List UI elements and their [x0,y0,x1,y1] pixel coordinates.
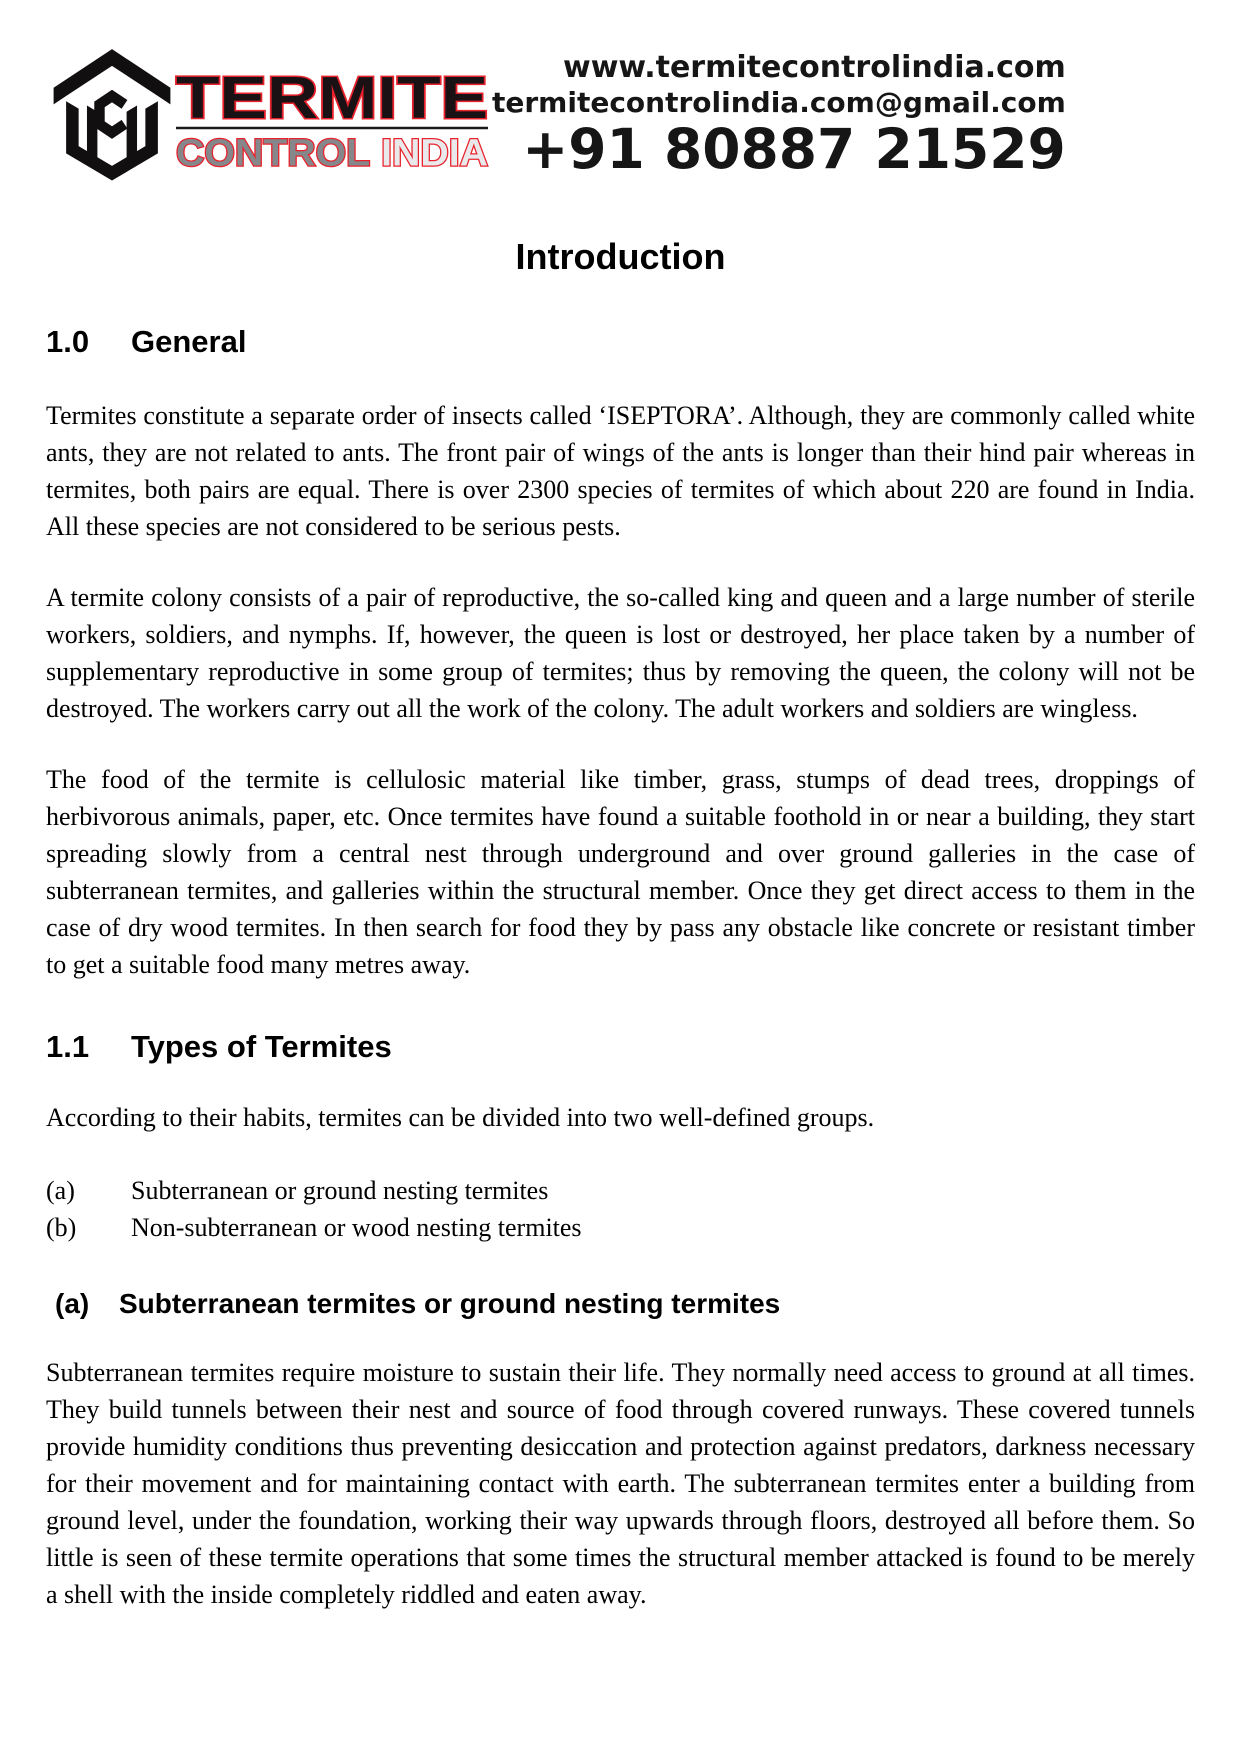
contact-email: termitecontrolindia.com@gmail.com [492,86,1066,119]
page-header [46,38,1195,208]
page-title: Introduction [515,236,726,277]
list-item-label: (b) [46,1213,77,1242]
brand-name-control: CONTROL [175,132,363,175]
brand-name-india: INDIA [370,132,484,175]
brand-name-line1: TERMITE [175,64,489,132]
paragraph-5: Subterranean termites require moisture to sustain their life. They normally need access to ground at all times. They build tunnels between their nest and source of food through covered runways. These covered tunnels provide humidity conditions thus preventing desiccation and protection against predators, darkness necessary for their movement and for maintaining contact with earth. The subterranean termites enter a building from ground level, under the foundation, working their way upwards through floors, destroyed all before them. So little is seen of these termite operations that some times the structural member attacked is found to be merely a shell with the inside completely riddled and eaten away. [46,1358,1195,1609]
section-number: 1.0 [46,324,90,359]
subsection-heading-a [46,1288,1195,1320]
contact-block [492,50,1066,181]
contact-phone: +91 80887 21529 [522,117,1066,181]
company-logo [46,38,492,192]
list-item-label: (a) [46,1176,75,1205]
list-item-text: Non-subterranean or wood nesting termites [131,1213,582,1242]
termite-type-list [46,1172,1195,1246]
brand-name-line2 [176,133,488,175]
brand-wordmark [174,62,492,182]
tci-monogram-icon [46,46,178,192]
subsection-title: Subterranean termites or ground nesting termites [119,1288,781,1319]
section-title: Types of Termites [131,1029,392,1064]
list-item [46,1209,1195,1246]
section-number: 1.1 [46,1029,90,1064]
list-item [46,1172,1195,1209]
subsection-label: (a) [55,1288,90,1319]
contact-website: www.termitecontrolindia.com [562,50,1066,85]
paragraph-3: The food of the termite is cellulosic material like timber, grass, stumps of dead trees, droppings of herbivorous animals, paper, etc. Once termites have found a suitable foothold in or near a building, they start spreading slowly from a central nest through underground and over ground galleries in the case of subterranean termites, and galleries within the structural member. Once they get direct access to them in the case of dry wood termites. In then search for food they by pass any obstacle like concrete or resistant timber to get a suitable food many metres away. [46,765,1195,979]
section-heading-types [46,1029,1195,1065]
list-item-text: Subterranean or ground nesting termites [131,1176,549,1205]
paragraph-1: Termites constitute a separate order of insects called ‘ISEPTORA’. Although, they are commonly called white ants, they are not related to ants. The front pair of wings of the ants is longer than their hind pair whereas in termites, both pairs are equal. There is over 2300 species of termites of which about 220 are found in India. All these species are not considered to be serious pests. [46,401,1195,541]
section-title: General [131,324,247,359]
paragraph-2: A termite colony consists of a pair of reproductive, the so-called king and queen and a large number of sterile workers, soldiers, and nymphs. If, however, the queen is lost or destroyed, her place taken by a number of supplementary reproductive in some group of termites; thus by removing the queen, the colony will not be destroyed. The workers carry out all the work of the colony. The adult workers and soldiers are wingless. [46,583,1195,723]
paragraph-4: According to their habits, termites can be divided into two well-defined groups. [46,1103,875,1132]
section-heading-general [46,324,1195,360]
